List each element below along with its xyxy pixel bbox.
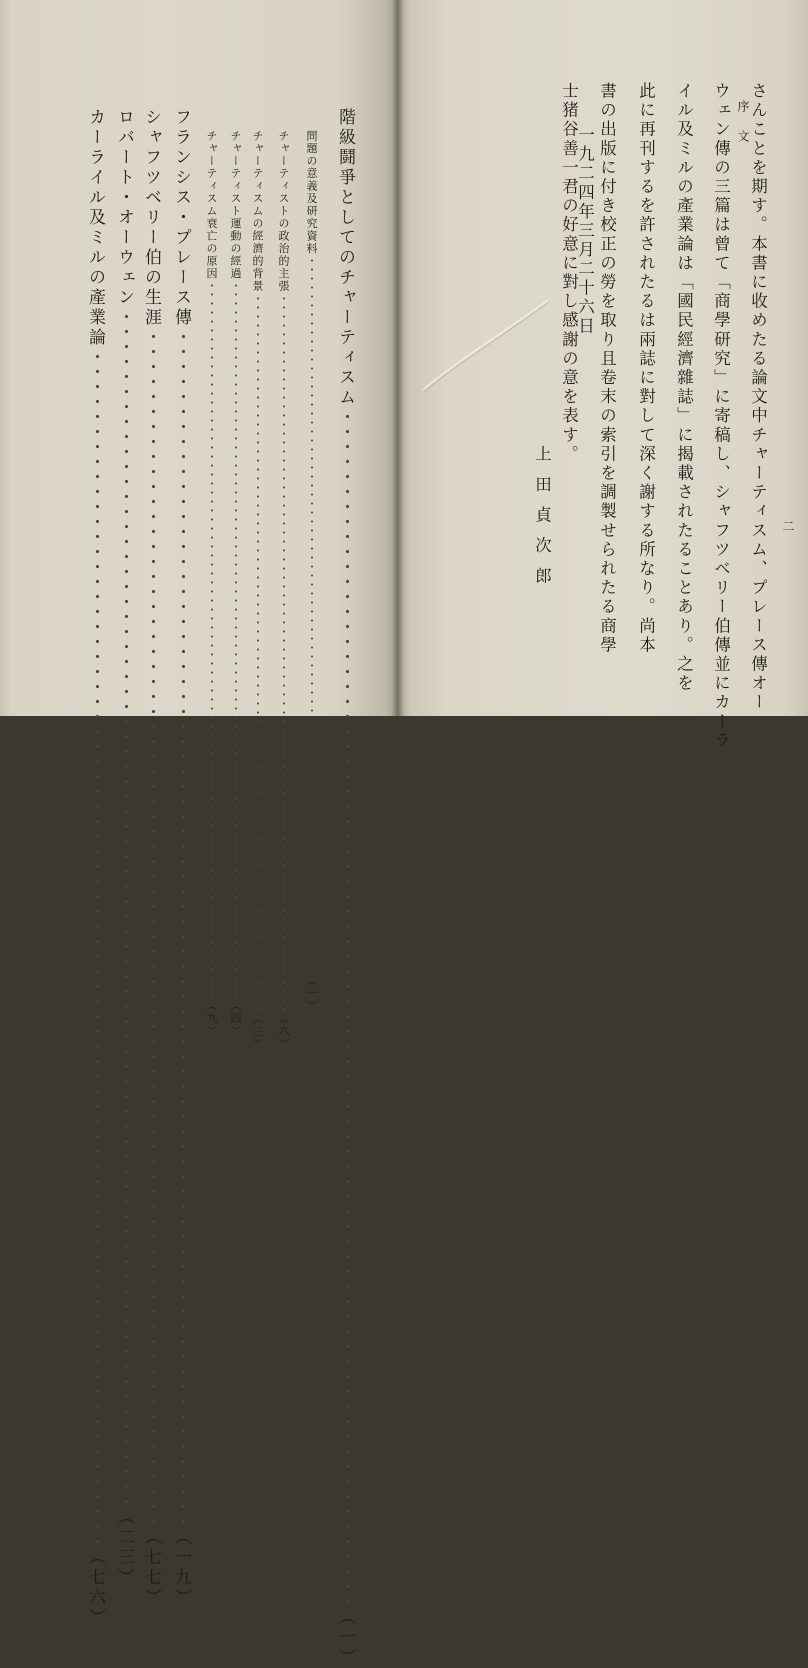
toc-entry-title: チャーティストの政治的主張 <box>277 130 290 293</box>
toc-leader-dots: ・・・・・・・・・・・・・・・・・・・・・・・・・・・・・・・・・・・・・・・・・・・・・・・・・・・・・・・・・・・・・・・・・・・・・・・・・・・・・・・・ <box>335 408 355 1608</box>
toc-entry <box>141 108 161 1608</box>
toc-entry-page: （二三） <box>114 1508 134 1588</box>
toc-entry-title: フランシス・プレース傳 <box>171 108 191 328</box>
toc-entry <box>277 130 290 1050</box>
toc-entry-page: （三） <box>251 1012 264 1050</box>
preface-line: イル及ミルの產業論は「國民經濟雜誌」に揭載されたることあり。之を <box>674 82 694 694</box>
toc-leader-dots: ・・・・・・・・・・・・・・・・・・・・・・・・・・・・・・・・・・・・・・・・・・・・・・・・・・・・・・・・・・・・・・・・・・・・・・・・・・・・・・・・ <box>141 328 161 1528</box>
toc-entry-page: （四） <box>229 1000 242 1038</box>
toc-entry <box>171 108 191 1608</box>
toc-entry-title: チャーティスムの經濟的背景 <box>251 130 264 293</box>
toc-entry-title: 階級鬪爭としてのチャーティスム <box>335 108 355 408</box>
toc-leader-dots: ・・・・・・・・・・・・・・・・・・・・・・・・・・・・・・・・・・・・・・・・・・・・・・・・・・・・・・・・・・・・・・・・・・・・・・・・・・・・・・・・ <box>171 328 191 1528</box>
running-header: 序 文 <box>736 100 750 145</box>
toc-entry-title: ロバート・オーウェン <box>114 108 134 308</box>
toc-leader-dots: ・・・・・・・・・・・・・・・・・・・・・・・・・・・・・・・・・・・・・・・・・・・・・・・・・・・・・・・・・・・・・・・・・・・・・・・・・・・・・・・・ <box>114 308 134 1508</box>
toc-entry-page: （一） <box>335 1608 355 1668</box>
toc-leader-dots: ・・・・・・・・・・・・・・・・・・・・・・・・・・・・・・・・・・・・・・・・・・・・・・・・・・・・・・・・・・・・・・・・・・・・・・・・・・・・・・・・ <box>205 280 218 1000</box>
toc-entry <box>251 130 264 1050</box>
book-gutter <box>392 0 404 716</box>
page-number: 二 <box>781 520 795 535</box>
toc-leader-dots: ・・・・・・・・・・・・・・・・・・・・・・・・・・・・・・・・・・・・・・・・・・・・・・・・・・・・・・・・・・・・・・・・・・・・・・・・・・・・・・・・ <box>251 292 264 1013</box>
preface-line: ウェン傳の三篇は曾て「商學研究」に寄稿し、シャフツベリー伯傳並にカーラ <box>711 82 731 751</box>
toc-leader-dots: ・・・・・・・・・・・・・・・・・・・・・・・・・・・・・・・・・・・・・・・・・・・・・・・・・・・・・・・・・・・・・・・・・・・・・・・・・・・・・・・・ <box>277 292 290 1013</box>
preface-date: 一九二四年三月二十六日 <box>575 126 595 337</box>
toc-entry-title: カーライル及ミルの產業論 <box>85 108 105 348</box>
toc-leader-dots: ・・・・・・・・・・・・・・・・・・・・・・・・・・・・・・・・・・・・・・・・・・・・・・・・・・・・・・・・・・・・・・・・・・・・・・・・・・・・・・・・ <box>229 280 242 1000</box>
toc-entry-page: （九） <box>205 1000 218 1038</box>
toc-entry <box>114 108 134 1588</box>
preface-line: さんことを期す。本書に收めたる論文中チャーティスム、プレース傳オー <box>748 82 768 713</box>
preface-line: 此に再刊するを許されたるは兩誌に對して深く謝する所なり。尚本 <box>636 82 656 655</box>
toc-page <box>0 0 398 1668</box>
toc-entry <box>229 130 242 1038</box>
preface-author: 上田貞次郎 <box>532 445 552 598</box>
toc-entry-page: （一） <box>305 975 318 1013</box>
toc-entry <box>85 108 105 1628</box>
toc-leader-dots: ・・・・・・・・・・・・・・・・・・・・・・・・・・・・・・・・・・・・・・・・・・・・・・・・・・・・・・・・・・・・・・・・・・・・・・・・・・・・・・・・ <box>85 348 105 1548</box>
toc-entry-page: （一九） <box>171 1528 191 1608</box>
toc-entry-title: 問題の意義及研究資料 <box>305 130 318 255</box>
toc-entry <box>305 130 318 1013</box>
toc-entry <box>205 130 218 1038</box>
toc-leader-dots: ・・・・・・・・・・・・・・・・・・・・・・・・・・・・・・・・・・・・・・・・・・・・・・・・・・・・・・・・・・・・・・・・・・・・・・・・・・・・・・・・ <box>305 255 318 975</box>
toc-entry-page: （七七） <box>141 1528 161 1608</box>
toc-entry-title: シャフツベリー伯の生涯 <box>141 108 161 328</box>
toc-entry-page: （六） <box>277 1012 290 1050</box>
toc-entry <box>335 108 355 1668</box>
preface-line: 士猪谷善一君の好意に對し感謝の意を表す。 <box>559 82 579 464</box>
toc-entry-page: （七六） <box>85 1548 105 1628</box>
preface-line: 書の出版に付き校正の勞を取り且卷末の索引を調製せられたる商學 <box>597 82 617 655</box>
toc-entry-title: チャーティスム衰亡の原因 <box>205 130 218 280</box>
preface-page <box>398 0 808 751</box>
toc-entry-title: チャーティスト運動の經過 <box>229 130 242 280</box>
